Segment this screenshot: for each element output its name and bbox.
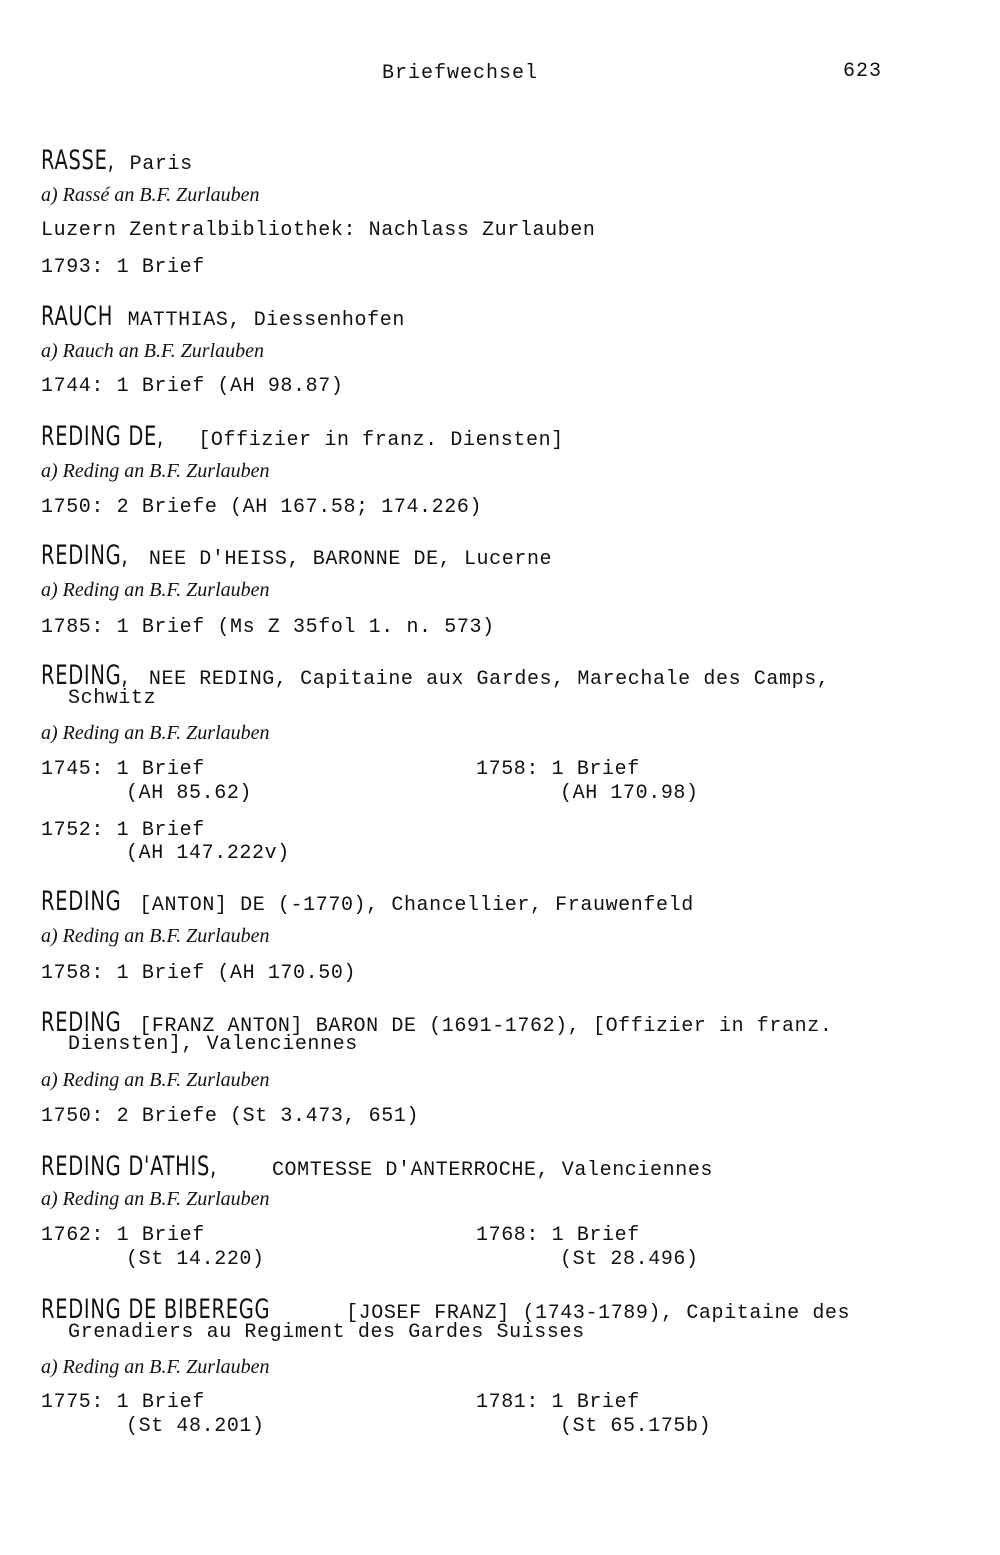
entry-name: REDING [41, 886, 122, 917]
entry-heading [41, 886, 694, 917]
entry-heading-continuation: Schwitz [68, 687, 157, 710]
letter-reference: (St 48.201) [126, 1415, 265, 1438]
entry-details: [FRANZ ANTON] BARON DE (1691-1762), [Offizier in franz. [139, 1015, 833, 1038]
letter-line: 1785: 1 Brief (Ms Z 35fol 1. n. 573) [41, 616, 495, 639]
letter-date: 1752: 1 Brief [41, 819, 205, 842]
letter-reference: (AH 170.98) [560, 782, 699, 805]
entry-name: REDING, [41, 540, 129, 571]
entry-subheading: a) Reding an B.F. Zurlauben [41, 460, 270, 482]
letter-reference: (St 65.175b) [560, 1415, 712, 1438]
letter-date: 1781: 1 Brief [476, 1391, 640, 1414]
entry-subheading: a) Reding an B.F. Zurlauben [41, 722, 270, 744]
entry-name: REDING DE BIBEREGG [41, 1294, 271, 1325]
running-title: Briefwechsel [382, 62, 539, 85]
entry-name: REDING DE, [41, 421, 164, 452]
entry-heading [41, 660, 829, 691]
entry-details: NEE REDING, Capitaine aux Gardes, Marechale des Camps, [148, 668, 830, 691]
letter-line: 1744: 1 Brief (AH 98.87) [41, 375, 344, 398]
entry-subheading: a) Reding an B.F. Zurlauben [41, 1069, 270, 1091]
letter-date: 1762: 1 Brief [41, 1224, 205, 1247]
letter-reference: (St 28.496) [560, 1248, 699, 1271]
entry-details: [ANTON] DE (-1770), Chancellier, Frauwenfeld [139, 894, 694, 917]
letter-line: 1793: 1 Brief [41, 256, 205, 279]
entry-details: COMTESSE D'ANTERROCHE, Valenciennes [271, 1159, 714, 1182]
archive-line: Luzern Zentralbibliothek: Nachlass Zurlauben [41, 219, 596, 242]
entry-name: REDING, [41, 660, 129, 691]
entry-details: [JOSEF FRANZ] (1743-1789), Capitaine des [346, 1302, 851, 1325]
entry-name: RAUCH [41, 301, 114, 332]
letter-line: 1750: 2 Briefe (AH 167.58; 174.226) [41, 496, 483, 519]
letter-reference: (AH 85.62) [126, 782, 253, 805]
letter-reference: (St 14.220) [126, 1248, 265, 1271]
entry-details: Paris [129, 153, 193, 176]
letter-date: 1745: 1 Brief [41, 758, 205, 781]
letter-line: 1758: 1 Brief (AH 170.50) [41, 962, 357, 985]
letter-line: 1750: 2 Briefe (St 3.473, 651) [41, 1105, 420, 1128]
entry-subheading: a) Reding an B.F. Zurlauben [41, 1356, 270, 1378]
entry-details: MATTHIAS, Diessenhofen [127, 309, 405, 332]
entry-details: NEE D'HEISS, BARONNE DE, Lucerne [148, 548, 553, 571]
letter-date: 1768: 1 Brief [476, 1224, 640, 1247]
entry-name: RASSE, [41, 145, 115, 176]
letter-reference: (AH 147.222v) [126, 842, 290, 865]
entry-name: REDING [41, 1007, 122, 1038]
entry-subheading: a) Reding an B.F. Zurlauben [41, 579, 270, 601]
entry-subheading: a) Reding an B.F. Zurlauben [41, 1188, 270, 1210]
letter-date: 1758: 1 Brief [476, 758, 640, 781]
entry-subheading: a) Rauch an B.F. Zurlauben [41, 340, 264, 362]
entry-heading [41, 1151, 713, 1182]
letter-date: 1775: 1 Brief [41, 1391, 205, 1414]
entry-subheading: a) Reding an B.F. Zurlauben [41, 925, 270, 947]
entry-details: [Offizier in franz. Diensten] [198, 429, 564, 452]
entry-heading-continuation: Diensten], Valenciennes [68, 1033, 358, 1056]
entry-subheading: a) Rassé an B.F. Zurlauben [41, 184, 260, 206]
entry-heading [41, 145, 193, 176]
entry-heading [41, 540, 552, 571]
entry-heading [41, 421, 564, 452]
entry-name: REDING D'ATHIS, [41, 1151, 217, 1182]
entry-heading [41, 301, 405, 332]
entry-heading-continuation: Grenadiers au Regiment des Gardes Suisses [68, 1321, 585, 1344]
page-number: 623 [843, 60, 883, 83]
